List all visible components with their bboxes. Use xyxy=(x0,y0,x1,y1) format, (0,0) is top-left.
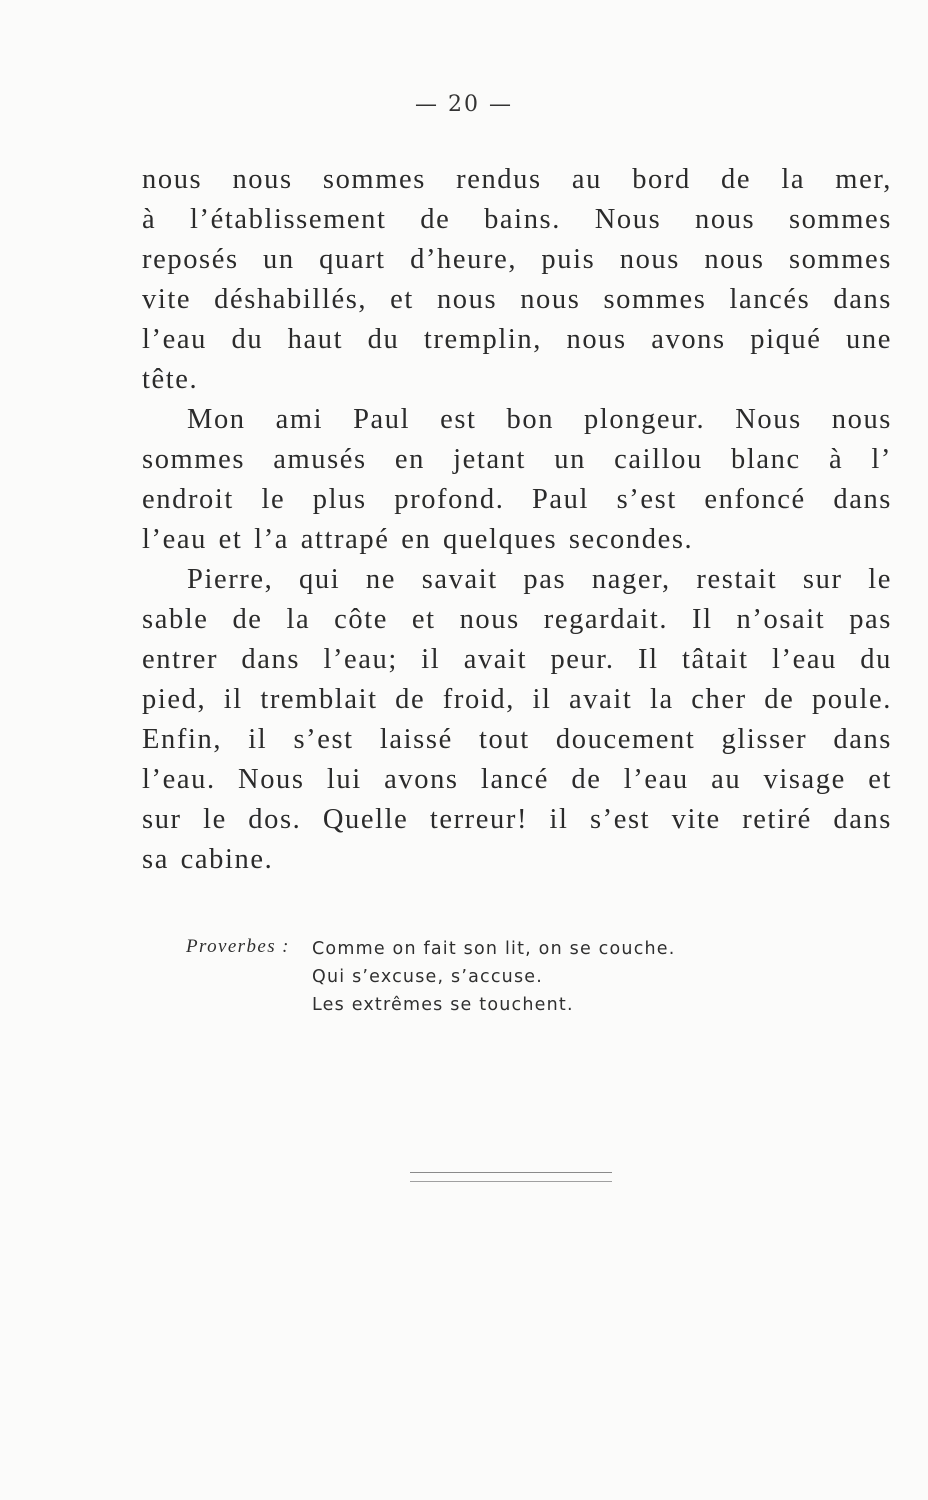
text-line: l’eau. Nous lui avons lancé de l’eau au visage et xyxy=(142,764,892,795)
text-line: pied, il tremblait de froid, il avait la cher de poule. xyxy=(142,684,892,715)
page-number: — 20 — xyxy=(415,92,513,117)
text-line: endroit le plus profond. Paul s’est enfoncé dans xyxy=(142,484,892,515)
text-line: tête. xyxy=(142,364,199,395)
text-line: reposés un quart d’heure, puis nous nous sommes xyxy=(142,244,892,275)
text-line: sur le dos. Quelle terreur! il s’est vite retiré dans xyxy=(142,804,892,835)
text-line: l’eau du haut du tremplin, nous avons piqué une xyxy=(142,324,892,355)
text-line: nous nous sommes rendus au bord de la mer, xyxy=(142,164,892,195)
text-line: Enfin, il s’est laissé tout doucement glisser dans xyxy=(142,724,892,755)
paragraph-start-line: Pierre, qui ne savait pas nager, restait sur le xyxy=(187,564,892,595)
proverb-item: Qui s’excuse, s’accuse. xyxy=(312,967,543,987)
text-line: entrer dans l’eau; il avait peur. Il tâtait l’eau du xyxy=(142,644,892,675)
text-line: l’eau et l’a attrapé en quelques secondes. xyxy=(142,524,694,555)
text-line: sa cabine. xyxy=(142,844,274,875)
decorative-rule-bottom xyxy=(410,1181,612,1182)
text-line: vite déshabillés, et nous nous sommes lancés dans xyxy=(142,284,892,315)
proverbs-label: Proverbes : xyxy=(186,936,290,957)
text-line: à l’établissement de bains. Nous nous sommes xyxy=(142,204,892,235)
narrative-text xyxy=(142,160,892,880)
decorative-rule-top xyxy=(410,1172,612,1173)
text-line: sable de la côte et nous regardait. Il n’osait pas xyxy=(142,604,892,635)
proverb-item: Les extrêmes se touchent. xyxy=(312,995,574,1015)
paragraph-start-line: Mon ami Paul est bon plongeur. Nous nous xyxy=(187,404,892,435)
text-line: sommes amusés en jetant un caillou blanc à l’ xyxy=(142,444,892,475)
proverb-item: Comme on fait son lit, on se couche. xyxy=(312,939,676,959)
